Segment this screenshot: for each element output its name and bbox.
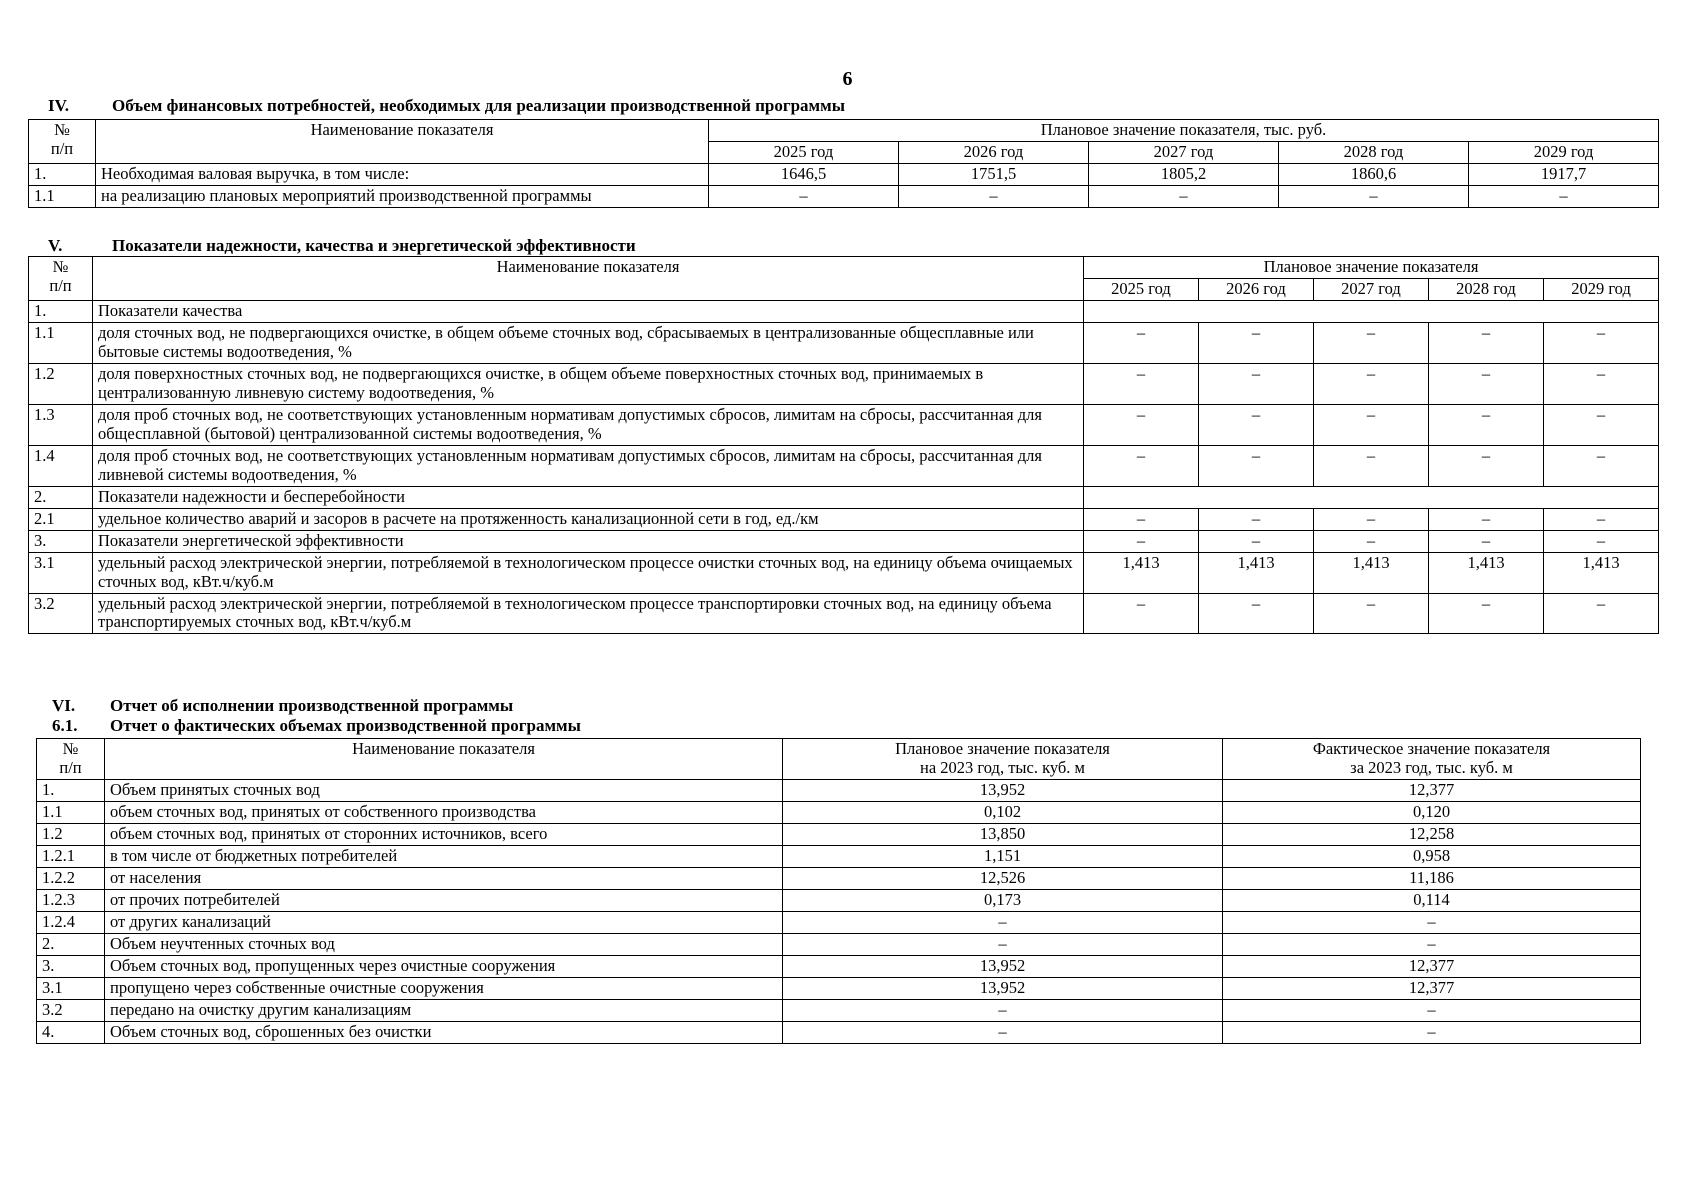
- row-fact: 12,377: [1223, 977, 1641, 999]
- table-row: [37, 823, 1641, 845]
- table-row: [37, 911, 1641, 933]
- row-name: Объем сточных вод, пропущенных через очистные сооружения: [105, 955, 783, 977]
- row-value: –: [1314, 530, 1429, 552]
- year-cell: 2026 год: [899, 141, 1089, 163]
- row-fact: –: [1223, 999, 1641, 1021]
- year-cell: 2029 год: [1544, 278, 1659, 300]
- row-value: –: [1199, 508, 1314, 530]
- row-value: –: [709, 185, 899, 207]
- header-name: Наименование показателя: [93, 257, 1084, 301]
- row-num: 1.3: [29, 404, 93, 445]
- header-num: №: [52, 257, 69, 276]
- row-value: –: [1544, 322, 1659, 363]
- row-value: –: [1429, 363, 1544, 404]
- row-value: –: [1084, 530, 1199, 552]
- row-num: 2.1: [29, 508, 93, 530]
- year-cell: 2025 год: [709, 141, 899, 163]
- row-plan: 13,952: [783, 779, 1223, 801]
- row-value: –: [1199, 322, 1314, 363]
- row-value: –: [1314, 363, 1429, 404]
- table-row: [29, 445, 1659, 486]
- table-row: [37, 999, 1641, 1021]
- row-value: –: [1429, 530, 1544, 552]
- row-num: 3.1: [37, 977, 105, 999]
- row-name: от других канализаций: [105, 911, 783, 933]
- row-value: 1917,7: [1469, 163, 1659, 185]
- row-num: 1.2.3: [37, 889, 105, 911]
- row-fact: –: [1223, 1021, 1641, 1043]
- table-row: [29, 552, 1659, 593]
- table-row: [29, 363, 1659, 404]
- financial-needs-table: [28, 119, 1659, 208]
- row-value: –: [1544, 445, 1659, 486]
- row-value: 1805,2: [1089, 163, 1279, 185]
- reliability-quality-table: [28, 256, 1659, 634]
- header-plan-cell: [783, 739, 1223, 780]
- table-row: [29, 322, 1659, 363]
- table-header-row: [37, 739, 1641, 780]
- row-num: 1.2: [37, 823, 105, 845]
- row-name: Показатели энергетической эффективности: [93, 530, 1084, 552]
- row-name: от прочих потребителей: [105, 889, 783, 911]
- row-value: 1,413: [1084, 552, 1199, 593]
- row-plan: –: [783, 911, 1223, 933]
- row-value: –: [1199, 445, 1314, 486]
- table-header-row: [29, 257, 1659, 279]
- table-row: [37, 867, 1641, 889]
- header-plan-line1: Плановое значение показателя: [895, 739, 1110, 758]
- row-num: 1.1: [37, 801, 105, 823]
- row-value: –: [1544, 530, 1659, 552]
- table-row: [37, 955, 1641, 977]
- row-fact: 12,258: [1223, 823, 1641, 845]
- row-num: 1.2.2: [37, 867, 105, 889]
- row-fact: 12,377: [1223, 779, 1641, 801]
- row-value: –: [1084, 445, 1199, 486]
- header-pp: п/п: [49, 275, 72, 295]
- row-name: Показатели надежности и бесперебойности: [93, 486, 1084, 508]
- row-num: 1.: [29, 163, 96, 185]
- row-value: –: [1084, 322, 1199, 363]
- subsection-6-1-number: 6.1.: [52, 716, 78, 735]
- row-value: –: [1544, 363, 1659, 404]
- row-value: 1,413: [1314, 552, 1429, 593]
- table-row: [29, 593, 1659, 634]
- row-plan: –: [783, 999, 1223, 1021]
- row-value: –: [1429, 445, 1544, 486]
- table-row: [37, 801, 1641, 823]
- row-num: 1.2.1: [37, 845, 105, 867]
- row-value-empty: [1084, 300, 1659, 322]
- row-value: –: [1429, 593, 1544, 634]
- row-fact: 11,186: [1223, 867, 1641, 889]
- row-value: –: [1199, 593, 1314, 634]
- row-value: –: [1314, 445, 1429, 486]
- row-num: 2.: [37, 933, 105, 955]
- row-name: в том числе от бюджетных потребителей: [105, 845, 783, 867]
- row-num: 1.2: [29, 363, 93, 404]
- section-iv-title: [48, 96, 845, 116]
- row-value: –: [899, 185, 1089, 207]
- subsection-6-1-title: [52, 716, 581, 736]
- row-value: 1,413: [1429, 552, 1544, 593]
- section-vi-heading: Отчет об исполнении производственной программы: [110, 696, 514, 715]
- table-row: [37, 779, 1641, 801]
- year-cell: 2028 год: [1279, 141, 1469, 163]
- year-cell: 2027 год: [1314, 278, 1429, 300]
- table-row: [29, 185, 1659, 207]
- row-value: –: [1544, 593, 1659, 634]
- row-name: на реализацию плановых мероприятий производственной программы: [96, 185, 709, 207]
- row-name: удельный расход электрической энергии, потребляемой в технологическом процессе очистки сточных вод, на единицу объема очищаемых сточных вод, кВт.ч/куб.м: [93, 552, 1084, 593]
- table-row: [29, 530, 1659, 552]
- row-value: –: [1469, 185, 1659, 207]
- table-row: [29, 486, 1659, 508]
- header-pp: п/п: [50, 138, 74, 158]
- row-value: –: [1279, 185, 1469, 207]
- row-name: Объем неучтенных сточных вод: [105, 933, 783, 955]
- row-name: объем сточных вод, принятых от собственного производства: [105, 801, 783, 823]
- row-name: доля сточных вод, не подвергающихся очистке, в общем объеме сточных вод, сбрасываемых в централизованные общесплавные или бытовые системы водоотведения, %: [93, 322, 1084, 363]
- row-num: 3.2: [37, 999, 105, 1021]
- row-name: пропущено через собственные очистные сооружения: [105, 977, 783, 999]
- row-fact: 12,377: [1223, 955, 1641, 977]
- row-fact: 0,120: [1223, 801, 1641, 823]
- table-row: [37, 977, 1641, 999]
- row-num: 3.1: [29, 552, 93, 593]
- row-value: –: [1314, 593, 1429, 634]
- row-value: –: [1429, 508, 1544, 530]
- row-num: 4.: [37, 1021, 105, 1043]
- row-plan: 13,952: [783, 955, 1223, 977]
- row-value: –: [1314, 404, 1429, 445]
- header-num-cell: [37, 739, 105, 780]
- row-num: 1.: [29, 300, 93, 322]
- row-value: 1646,5: [709, 163, 899, 185]
- table-row: [29, 508, 1659, 530]
- row-value: –: [1544, 404, 1659, 445]
- year-cell: 2029 год: [1469, 141, 1659, 163]
- row-value-empty: [1084, 486, 1659, 508]
- row-name: доля проб сточных вод, не соответствующих установленным нормативам допустимых сбросов, лимитам на сбросы, рассчитанная для общесплавной (бытовой) централизованной системы водоотведения, %: [93, 404, 1084, 445]
- row-plan: –: [783, 1021, 1223, 1043]
- header-name: Наименование показателя: [96, 120, 709, 164]
- header-plan: Плановое значение показателя: [1084, 257, 1659, 279]
- row-num: 1.1: [29, 185, 96, 207]
- row-num: 3.: [29, 530, 93, 552]
- section-vi-number: VI.: [52, 696, 76, 715]
- row-name: Необходимая валовая выручка, в том числе:: [96, 163, 709, 185]
- row-name: Показатели качества: [93, 300, 1084, 322]
- section-v-title: [48, 236, 636, 256]
- table-header-row: [29, 120, 1659, 142]
- row-plan: 0,102: [783, 801, 1223, 823]
- section-v-heading: Показатели надежности, качества и энергетической эффективности: [112, 236, 636, 255]
- row-value: –: [1199, 363, 1314, 404]
- table-row: [37, 889, 1641, 911]
- header-plan: Плановое значение показателя, тыс. руб.: [709, 120, 1659, 142]
- row-value: –: [1429, 322, 1544, 363]
- row-value: –: [1544, 508, 1659, 530]
- section-iv-heading: Объем финансовых потребностей, необходимых для реализации производственной программы: [112, 96, 845, 115]
- header-pp: п/п: [59, 757, 82, 777]
- year-cell: 2025 год: [1084, 278, 1199, 300]
- row-value: –: [1199, 404, 1314, 445]
- row-num: 1.2.4: [37, 911, 105, 933]
- row-plan: 1,151: [783, 845, 1223, 867]
- row-value: –: [1084, 404, 1199, 445]
- row-num: 1.: [37, 779, 105, 801]
- table-row: [37, 933, 1641, 955]
- row-value: –: [1084, 508, 1199, 530]
- header-name: Наименование показателя: [105, 739, 783, 780]
- header-num: №: [54, 120, 70, 139]
- row-plan: 13,952: [783, 977, 1223, 999]
- actual-volumes-table: [36, 738, 1641, 1044]
- row-value: 1860,6: [1279, 163, 1469, 185]
- row-value: 1,413: [1199, 552, 1314, 593]
- table-row: [29, 163, 1659, 185]
- section-iv-number: IV.: [48, 96, 69, 115]
- header-plan-line2: на 2023 год, тыс. куб. м: [920, 757, 1085, 777]
- subsection-6-1-heading: Отчет о фактических объемах производственной программы: [110, 716, 581, 735]
- row-name: объем сточных вод, принятых от сторонних источников, всего: [105, 823, 783, 845]
- row-value: –: [1314, 508, 1429, 530]
- header-num-cell: [29, 120, 96, 164]
- row-name: доля поверхностных сточных вод, не подвергающихся очистке, в общем объеме поверхностных сточных вод, принимаемых в централизованную ливневую систему водоотведения, %: [93, 363, 1084, 404]
- year-cell: 2028 год: [1429, 278, 1544, 300]
- row-fact: –: [1223, 933, 1641, 955]
- year-cell: 2026 год: [1199, 278, 1314, 300]
- header-fact-line1: Фактическое значение показателя: [1312, 739, 1551, 758]
- header-fact-line2: за 2023 год, тыс. куб. м: [1350, 757, 1513, 777]
- table-row: [37, 1021, 1641, 1043]
- row-name: от населения: [105, 867, 783, 889]
- header-num-cell: [29, 257, 93, 301]
- row-value: 1751,5: [899, 163, 1089, 185]
- row-name: доля проб сточных вод, не соответствующих установленным нормативам допустимых сбросов, лимитам на сбросы, рассчитанная для ливневой системы водоотведения, %: [93, 445, 1084, 486]
- table-row: [37, 845, 1641, 867]
- row-value: –: [1084, 363, 1199, 404]
- row-name: удельное количество аварий и засоров в расчете на протяженность канализационной сети в год, ед./км: [93, 508, 1084, 530]
- row-num: 3.2: [29, 593, 93, 634]
- row-fact: 0,958: [1223, 845, 1641, 867]
- row-name: Объем сточных вод, сброшенных без очистки: [105, 1021, 783, 1043]
- header-num: №: [62, 739, 79, 758]
- header-fact-cell: [1223, 739, 1641, 780]
- row-name: Объем принятых сточных вод: [105, 779, 783, 801]
- row-plan: 0,173: [783, 889, 1223, 911]
- section-v-number: V.: [48, 236, 63, 255]
- page-number: 6: [842, 68, 853, 90]
- row-value: –: [1089, 185, 1279, 207]
- table-row: [29, 300, 1659, 322]
- row-num: 3.: [37, 955, 105, 977]
- row-fact: 0,114: [1223, 889, 1641, 911]
- row-plan: 13,850: [783, 823, 1223, 845]
- row-plan: 12,526: [783, 867, 1223, 889]
- row-value: –: [1084, 593, 1199, 634]
- row-num: 2.: [29, 486, 93, 508]
- section-vi-title: [52, 696, 513, 716]
- row-plan: –: [783, 933, 1223, 955]
- row-name: удельный расход электрической энергии, потребляемой в технологическом процессе транспортировки сточных вод, на единицу объема транспортируемых сточных вод, кВт.ч/куб.м: [93, 593, 1084, 634]
- row-num: 1.4: [29, 445, 93, 486]
- row-value: –: [1314, 322, 1429, 363]
- row-fact: –: [1223, 911, 1641, 933]
- row-name: передано на очистку другим канализациям: [105, 999, 783, 1021]
- year-cell: 2027 год: [1089, 141, 1279, 163]
- row-value: –: [1199, 530, 1314, 552]
- row-value: 1,413: [1544, 552, 1659, 593]
- row-num: 1.1: [29, 322, 93, 363]
- table-row: [29, 404, 1659, 445]
- row-value: –: [1429, 404, 1544, 445]
